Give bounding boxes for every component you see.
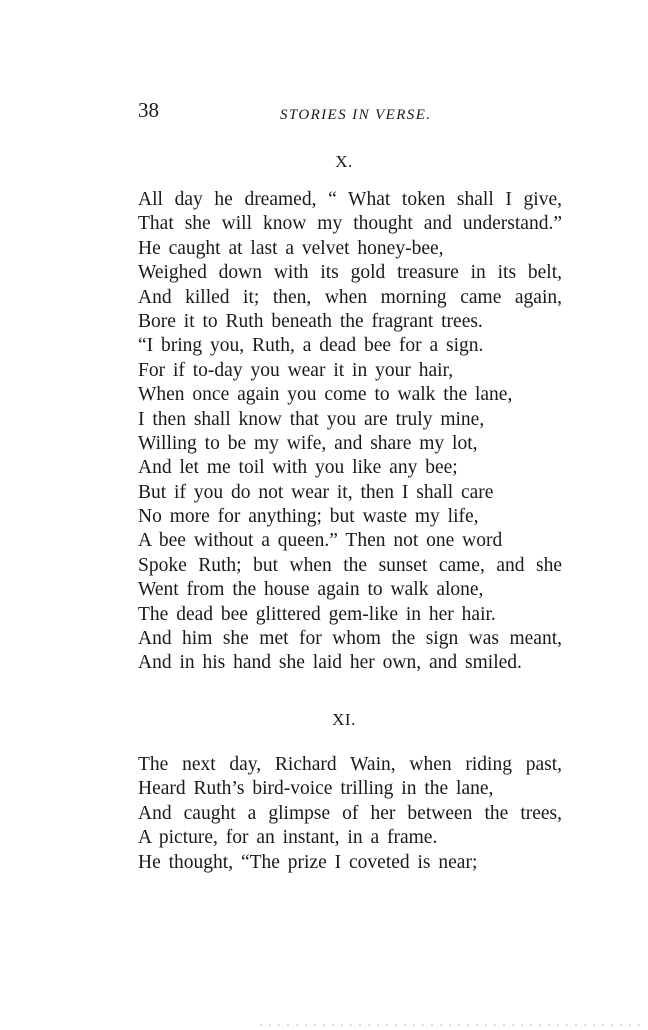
verse-line: Bore it to Ruth beneath the fragrant trees. xyxy=(138,310,483,332)
verse-line: And let me toil with you like any bee; xyxy=(138,457,458,479)
verse-line: Went from the house again to walk alone, xyxy=(138,579,484,601)
running-title: STORIES IN VERSE. xyxy=(280,107,432,123)
stanza-x xyxy=(138,188,562,676)
verse-line: A picture, for an instant, in a frame. xyxy=(138,827,438,849)
verse-line: A bee without a queen.” Then not one word xyxy=(138,530,503,552)
verse-line: That she will know my thought and understand.” xyxy=(138,213,562,235)
verse-line: The dead bee glittered gem-like in her hair. xyxy=(138,603,496,625)
verse-line: When once again you come to walk the lane, xyxy=(138,384,513,406)
verse-line: Spoke Ruth; but when the sunset came, and she xyxy=(138,554,562,576)
verse-line: “I bring you, Ruth, a dead bee for a sign. xyxy=(138,335,484,357)
verse-line: I then shall know that you are truly mine, xyxy=(138,408,485,430)
verse-line: And caught a glimpse of her between the trees, xyxy=(138,802,562,824)
verse-line: All day he dreamed, “ What token shall I give, xyxy=(138,189,562,210)
page-number: 38 xyxy=(138,98,159,122)
verse-line: He thought, “The prize I coveted is near; xyxy=(138,851,478,873)
verse-line: For if to-day you wear it in your hair, xyxy=(138,359,454,381)
section-heading-x: X. xyxy=(335,152,353,171)
verse-line: And him she met for whom the sign was meant, xyxy=(138,628,562,650)
verse-line: Willing to be my wife, and share my lot, xyxy=(138,432,478,454)
verse-line: The next day, Richard Wain, when riding past, xyxy=(138,754,562,775)
verse-line: Heard Ruth’s bird-voice trilling in the lane, xyxy=(138,778,494,800)
verse-line: Weighed down with its gold treasure in its belt, xyxy=(138,262,562,284)
verse-line: And in his hand she laid her own, and smiled. xyxy=(138,652,522,674)
scan-specks xyxy=(260,1024,640,1026)
verse-line: But if you do not wear it, then I shall care xyxy=(138,481,494,503)
verse-line: And killed it; then, when morning came again, xyxy=(138,286,562,308)
section-heading-xi: XI. xyxy=(332,710,356,729)
stanza-xi xyxy=(138,753,562,875)
verse-line: He caught at last a velvet honey-bee, xyxy=(138,237,444,259)
verse-line: No more for anything; but waste my life, xyxy=(138,506,479,528)
